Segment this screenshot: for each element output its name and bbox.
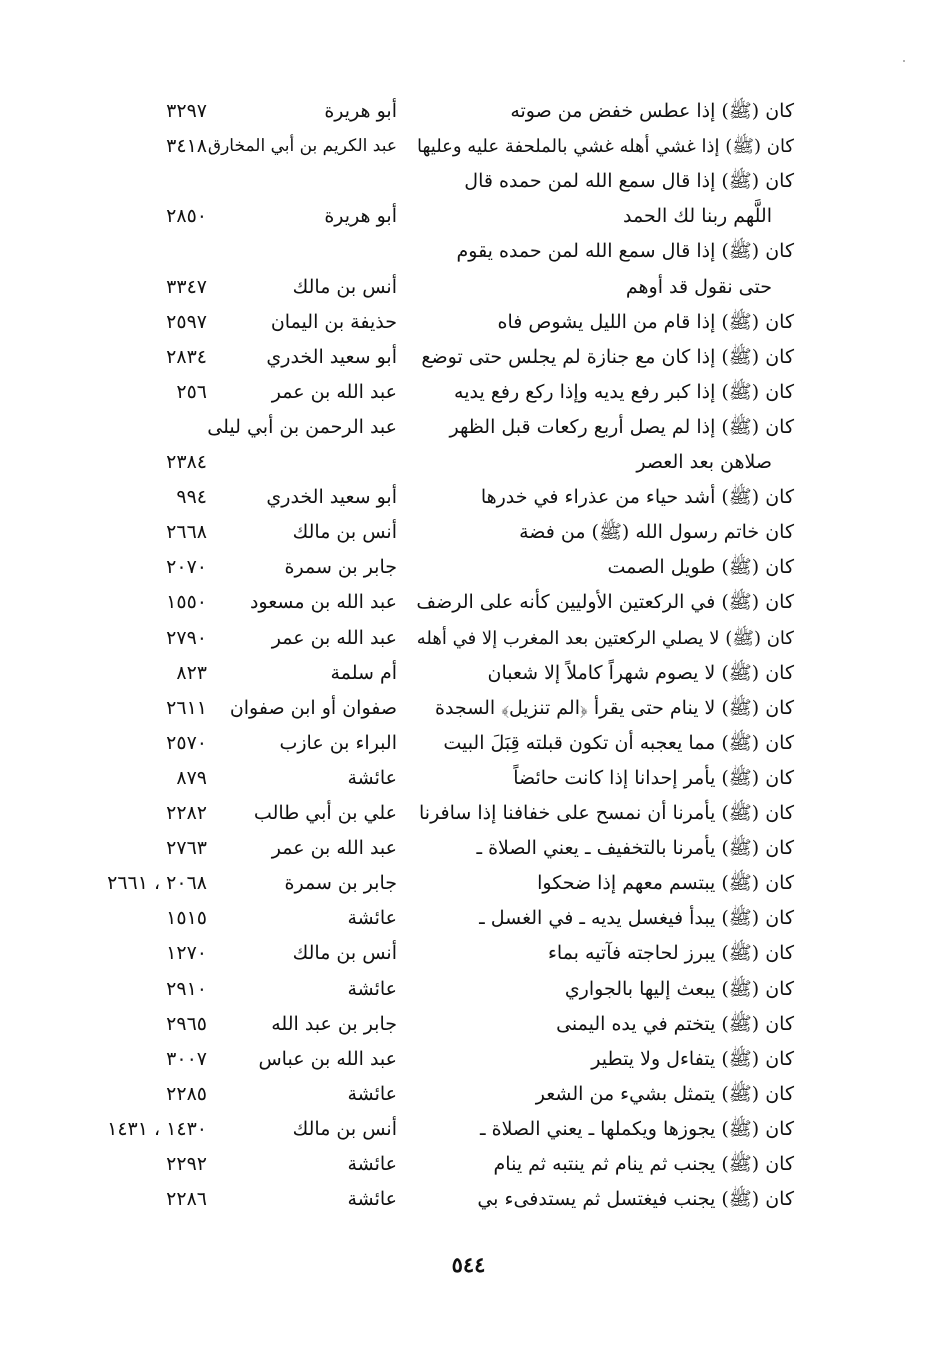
index-row (0, 1007, 937, 1042)
index-row (0, 1042, 937, 1077)
hadith-number: ٨٢٣ (176, 661, 207, 684)
hadith-text: كان (ﷺ) إذا قال سمع الله لمن حمده قال (464, 170, 794, 193)
index-row (0, 1147, 937, 1182)
hadith-text: كان (ﷺ) إذا غشي أهله غشي بالملحفة عليه وعليها (416, 136, 794, 158)
hadith-text: كان (ﷺ) يبعث إليها بالجواري (564, 977, 794, 1000)
hadith-text: كان (ﷺ) إذا كان مع جنازة لم يجلس حتى توضع (421, 345, 794, 368)
hadith-text: كان (ﷺ) إذا عطس خفض من صوته (510, 100, 794, 122)
hadith-text: كان (ﷺ) يبدأ فيغسل يديه ـ في الغسل ـ (479, 907, 794, 930)
hadith-text: حتى نقول قد أوهم (625, 275, 772, 298)
narrator-name: عبد الله بن عمر (271, 380, 397, 403)
hadith-text: كان (ﷺ) في الركعتين الأوليين كأنه على الرضف (416, 591, 794, 614)
hadith-text: كان (ﷺ) مما يعجبه أن تكون قبلته قِبَلَ البيت (443, 731, 794, 754)
narrator-name: عائشة (347, 977, 397, 1000)
narrator-name: جابر بن سمرة (284, 556, 397, 579)
narrator-name: علي بن أبي طالب (253, 802, 397, 824)
hadith-number: ٢٣٨٤ (166, 451, 207, 473)
hadith-number: ٩٩٤ (176, 486, 207, 509)
narrator-name: عائشة (347, 1153, 397, 1175)
hadith-number: ٢٢٨٢ (166, 802, 207, 824)
hadith-number: ٨٧٩ (176, 766, 207, 789)
hadith-number: ١٤٣٠ ، ١٤٣١ (107, 1117, 207, 1140)
hadith-number (32, 410, 207, 445)
hadith-text: كان (ﷺ) يتمثل بشيء من الشعر (535, 1082, 794, 1105)
index-row (0, 340, 937, 375)
narrator-name: أنس بن مالك (292, 521, 397, 544)
index-row (0, 621, 937, 656)
narrator-name: أبو هريرة (324, 100, 397, 122)
hadith-text: كان (ﷺ) يجنب فيغتسل ثم يستدفىء بي (477, 1188, 794, 1211)
hadith-number: ٢٧٦٣ (166, 837, 207, 860)
hadith-number (32, 234, 207, 269)
hadith-number: ٣٠٠٧ (166, 1047, 207, 1070)
narrator-name: أم سلمة (330, 661, 397, 684)
narrator-name: عبد الرحمن بن أبي ليلى (207, 415, 397, 438)
hadith-number: ٢٦١١ (166, 696, 207, 719)
index-row (0, 656, 937, 691)
hadith-number: ٢٩٦٥ (166, 1012, 207, 1035)
narrator-name: أنس بن مالك (292, 275, 397, 298)
hadith-number: ٢٨٥٠ (166, 205, 207, 228)
narrator-name: عائشة (347, 907, 397, 930)
hadith-number: ٢٠٦٨ ، ٢٦٦١ (107, 872, 207, 895)
hadith-text: كان (ﷺ) يأمرنا أن نمسح على خفافنا إذا سافرنا (419, 802, 794, 824)
hadith-text: كان (ﷺ) يجنب ثم ينام ثم ينتبه ثم ينام (493, 1153, 794, 1175)
index-row (0, 550, 937, 585)
hadith-number: ١٥٥٠ (166, 591, 207, 614)
hadith-number: ١٥١٥ (166, 907, 207, 930)
index-row (0, 972, 937, 1007)
narrator-name: جابر بن عبد الله (271, 1012, 397, 1035)
page-number: ٥٤٤ (451, 1252, 486, 1277)
index-row (0, 375, 937, 410)
narrator-name: أنس بن مالك (292, 1117, 397, 1140)
index-row (0, 761, 937, 796)
hadith-text: صلاهن بعد العصر (636, 451, 772, 473)
scan-speck (903, 60, 905, 62)
index-row (0, 234, 937, 269)
index-row (0, 515, 937, 550)
narrator-name: عبد الله بن عمر (271, 837, 397, 860)
narrator-name: حذيفة بن اليمان (270, 310, 397, 333)
hadith-text: كان (ﷺ) يتختم في يده اليمنى (556, 1012, 794, 1035)
index-row (0, 726, 937, 761)
index-row (0, 164, 937, 199)
hadith-text: كان (ﷺ) يجوزها ويكملها ـ يعني الصلاة ـ (480, 1117, 794, 1140)
hadith-number: ٢٢٨٦ (166, 1188, 207, 1211)
narrator-name: عبد الله بن مسعود (249, 591, 397, 614)
narrator-name (207, 234, 397, 269)
hadith-text: كان (ﷺ) يأمر إحدانا إذا كانت حائضاً (513, 766, 794, 789)
hadith-number: ٢٦٦٨ (166, 521, 207, 544)
narrator-name: أبو هريرة (324, 205, 397, 228)
hadith-number: ٢٢٩٢ (166, 1153, 207, 1175)
hadith-number: ٢٠٧٠ (166, 556, 207, 579)
index-row (0, 129, 937, 164)
hadith-text: كان (ﷺ) يتفاءل ولا يتطير (591, 1047, 794, 1070)
hadith-number: ٣٢٩٧ (166, 100, 207, 122)
hadith-number: ٢٨٣٤ (166, 345, 207, 368)
narrator-name: عبد الكريم بن أبي المخارق (207, 136, 397, 157)
narrator-name: أبو سعيد الخدري (266, 345, 397, 368)
hadith-text: كان (ﷺ) يبرز لحاجته فآتيه بماء (547, 942, 794, 965)
narrator-name (207, 445, 397, 480)
hadith-number: ٢٧٩٠ (166, 626, 207, 649)
hadith-text: كان (ﷺ) لا يصلي الركعتين بعد المغرب إلا في أهله (416, 627, 794, 649)
hadith-text: كان (ﷺ) إذا كبر رفع يديه وإذا ركع رفع يديه (454, 380, 794, 403)
index-row (0, 305, 937, 340)
hadith-text: كان (ﷺ) إذا لم يصل أربع ركعات قبل الظهر (449, 415, 794, 438)
index-row (0, 1077, 937, 1112)
narrator-name: أبو سعيد الخدري (266, 486, 397, 509)
hadith-text: كان (ﷺ) إذا قال سمع الله لمن حمده يقوم (456, 240, 794, 263)
hadith-text: كان (ﷺ) يأمرنا بالتخفيف ـ يعني الصلاة ـ (476, 837, 794, 860)
index-row (0, 270, 937, 305)
hadith-number: ٢٥٩٧ (166, 310, 207, 333)
hadith-text: كان (ﷺ) أشد حياء من عذراء في خدرها (480, 486, 794, 509)
index-row (0, 410, 937, 445)
index-row (0, 480, 937, 515)
index-row (0, 585, 937, 620)
hadith-number: ٢٥٧٠ (166, 731, 207, 754)
index-row (0, 445, 937, 480)
index-row (0, 936, 937, 971)
hadith-number (32, 164, 207, 199)
index-row (0, 1182, 937, 1217)
hadith-text: كان (ﷺ) لا يصوم شهراً كاملاً إلا شعبان (487, 661, 794, 684)
index-row (0, 831, 937, 866)
hadith-text: كان (ﷺ) لا ينام حتى يقرأ ﴿الم تنزيل﴾ السجدة (435, 696, 794, 719)
narrator-name: جابر بن سمرة (284, 872, 397, 895)
hadith-text: اللَّهم ربنا لك الحمد (623, 205, 772, 228)
hadith-text: كان (ﷺ) يبتسم معهم إذا ضحكوا (537, 872, 794, 895)
index-row (0, 796, 937, 831)
hadith-number: ٣٣٤٧ (166, 275, 207, 298)
index-row (0, 866, 937, 901)
index-row (0, 1112, 937, 1147)
hadith-number: ٢٩١٠ (166, 977, 207, 1000)
hadith-number: ٣٤١٨ (166, 135, 207, 158)
narrator-name: عائشة (347, 1188, 397, 1211)
hadith-number: ٢٢٨٥ (166, 1082, 207, 1105)
narrator-name: صفوان أو ابن صفوان (229, 696, 397, 719)
narrator-name: عائشة (347, 766, 397, 789)
narrator-name: عائشة (347, 1082, 397, 1105)
narrator-name: البراء بن عازب (279, 731, 397, 754)
index-row (0, 199, 937, 234)
index-row (0, 901, 937, 936)
hadith-text: كان خاتم رسول الله (ﷺ) من فضة (519, 521, 794, 544)
hadith-number: ١٢٧٠ (166, 942, 207, 965)
hadith-text: كان (ﷺ) إذا قام من الليل يشوص فاه (497, 310, 794, 333)
narrator-name (207, 164, 397, 199)
index-row (0, 691, 937, 726)
narrator-name: أنس بن مالك (292, 942, 397, 965)
narrator-name: عبد الله بن عباس (258, 1047, 397, 1070)
narrator-name: عبد الله بن عمر (271, 626, 397, 649)
hadith-number: ٢٥٦ (176, 380, 207, 403)
index-row (0, 94, 937, 129)
hadith-text: كان (ﷺ) طويل الصمت (607, 556, 794, 579)
